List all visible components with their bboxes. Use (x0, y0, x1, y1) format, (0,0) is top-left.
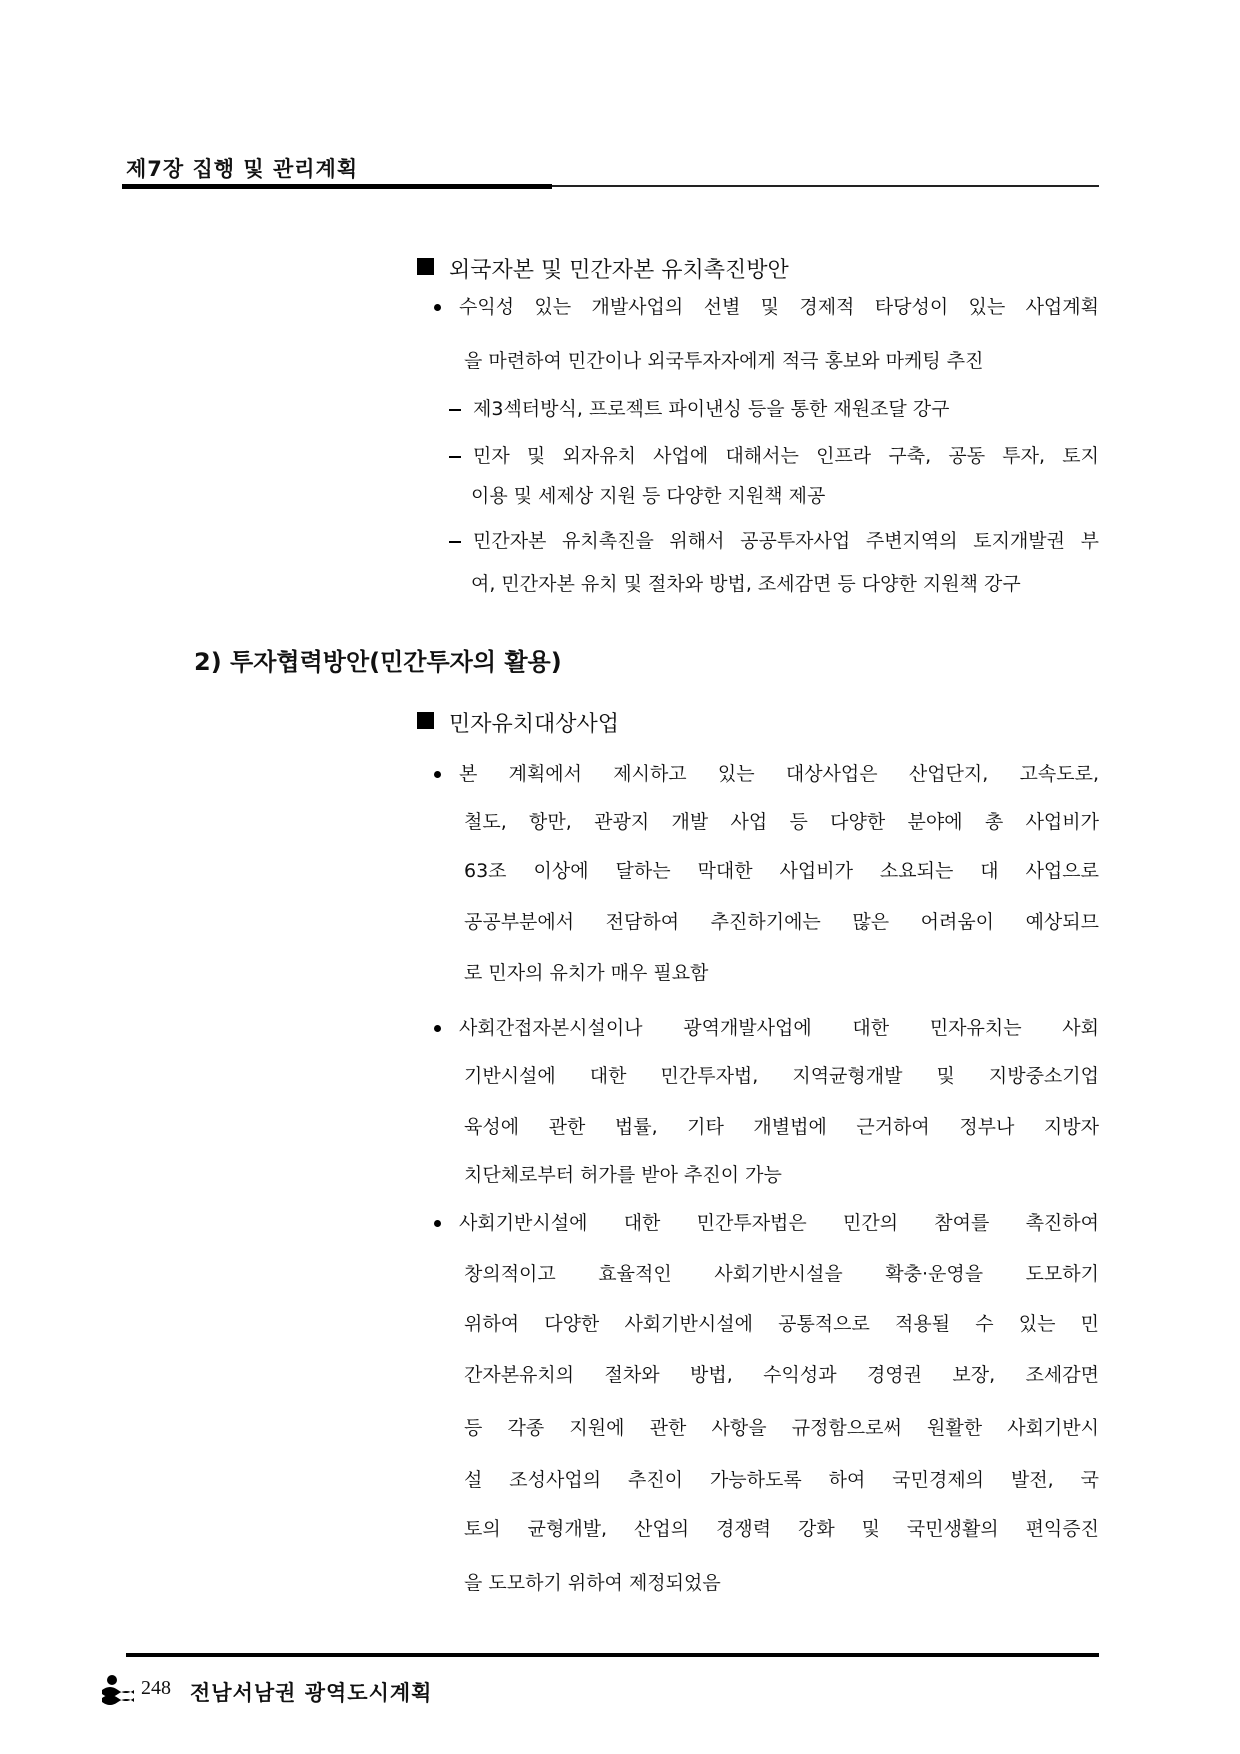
bullet-text-line: 토의 균형개발, 산업의 경쟁력 강화 및 국민생활의 편익증진 (464, 1518, 1099, 1540)
bullet-dot-icon (434, 771, 441, 778)
dash-text-line: 민간자본 유치촉진을 위해서 공공투자사업 주변지역의 토지개발권 부 (473, 530, 1099, 552)
bullet-text-line: 육성에 관한 법률, 기타 개별법에 근거하여 정부나 지방자 (464, 1116, 1099, 1138)
page-number: 248 (141, 1677, 171, 1699)
dash-text-line: 여, 민간자본 유치 및 절차와 방법, 조세감면 등 다양한 지원책 강구 (471, 573, 1021, 595)
square-bullet-icon (417, 712, 434, 729)
dash-text-line: 이용 및 세제상 지원 등 다양한 지원책 제공 (471, 485, 826, 507)
bullet-text-line: 간자본유치의 절차와 방법, 수익성과 경영권 보장, 조세감면 (464, 1364, 1099, 1386)
bullet-text-line: 철도, 항만, 관광지 개발 사업 등 다양한 분야에 총 사업비가 (464, 811, 1099, 833)
dash-marker-icon (449, 409, 461, 411)
bullet-dot-icon (434, 1220, 441, 1227)
dash-marker-icon (449, 541, 461, 543)
bullet-text-line: 63조 이상에 달하는 막대한 사업비가 소요되는 대 사업으로 (464, 860, 1099, 882)
square-bullet-icon (417, 258, 434, 275)
bullet-text-line: 사회기반시설에 대한 민간투자법은 민간의 참여를 촉진하여 (459, 1212, 1099, 1234)
chapter-title: 제7장 집행 및 관리계획 (126, 157, 359, 181)
bullet-text-line: 위하여 다양한 사회기반시설에 공통적으로 적용될 수 있는 민 (464, 1313, 1099, 1335)
dash-text-line: 민자 및 외자유치 사업에 대해서는 인프라 구축, 공동 투자, 토지 (473, 445, 1099, 467)
bullet-text-line: 사회간접자본시설이나 광역개발사업에 대한 민자유치는 사회 (459, 1017, 1099, 1039)
dash-text-line: 제3섹터방식, 프로젝트 파이낸싱 등을 통한 재원조달 강구 (473, 398, 950, 420)
bullet-text-line: 을 마련하여 민간이나 외국투자자에게 적극 홍보와 마케팅 추진 (464, 350, 984, 372)
bullet-text-line: 창의적이고 효율적인 사회기반시설을 확충·운영을 도모하기 (464, 1263, 1099, 1285)
bullet-text-line: 등 각종 지원에 관한 사항을 규정함으로써 원활한 사회기반시 (464, 1417, 1099, 1439)
wave-logo-icon (100, 1672, 136, 1708)
dash-marker-icon (449, 456, 461, 458)
book-title: 전남서남권 광역도시계획 (190, 1681, 433, 1705)
bullet-text-line: 공공부분에서 전담하여 추진하기에는 많은 어려움이 예상되므 (464, 911, 1099, 933)
bullet-text-line: 설 조성사업의 추진이 가능하도록 하여 국민경제의 발전, 국 (464, 1469, 1099, 1491)
bullet-text-line: 치단체로부터 허가를 받아 추진이 가능 (464, 1164, 782, 1186)
header-rule-accent (122, 184, 552, 189)
bullet-text-line: 로 민자의 유치가 매우 필요함 (464, 962, 709, 984)
bullet-text-line: 본 계획에서 제시하고 있는 대상사업은 산업단지, 고속도로, (459, 763, 1099, 785)
subsection-heading: 민자유치대상사업 (449, 712, 620, 737)
subsection-heading: 외국자본 및 민간자본 유치촉진방안 (449, 258, 789, 283)
bullet-text-line: 기반시설에 대한 민간투자법, 지역균형개발 및 지방중소기업 (464, 1065, 1099, 1087)
bullet-dot-icon (434, 304, 441, 311)
bullet-text-line: 수익성 있는 개발사업의 선별 및 경제적 타당성이 있는 사업계획 (459, 296, 1099, 318)
bullet-text-line: 을 도모하기 위하여 제정되었음 (464, 1572, 721, 1594)
bullet-dot-icon (434, 1025, 441, 1032)
footer-rule (126, 1653, 1099, 1657)
section-title: 2) 투자협력방안(민간투자의 활용) (194, 648, 562, 676)
